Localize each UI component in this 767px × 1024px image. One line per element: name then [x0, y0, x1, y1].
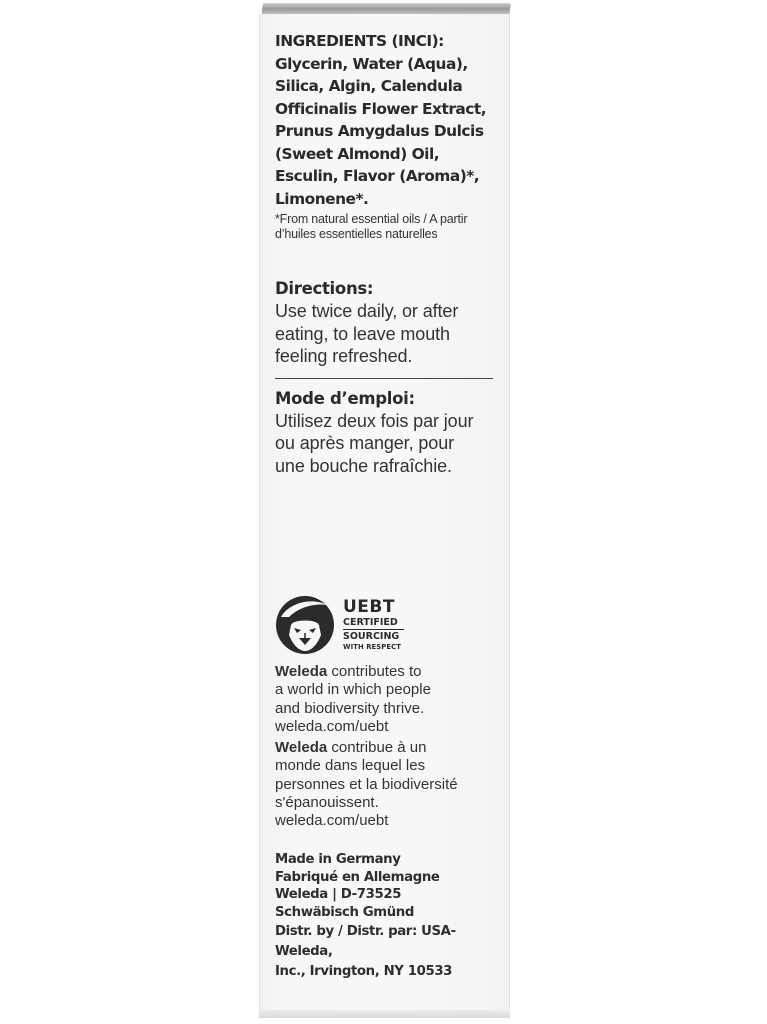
mode-emploi-heading: Mode d’emploi: — [275, 388, 415, 408]
commitment-french-brand: Weleda — [275, 739, 328, 756]
uebt-sourcing-label: SOURCING — [343, 631, 400, 642]
distributor-info: Distr. by / Distr. par: USA-Weleda, Inc., Irvington, NY 10533 — [275, 924, 456, 979]
commitment-french — [275, 739, 500, 830]
uebt-respect-label: WITH RESPECT — [343, 643, 401, 651]
directions-heading: Directions: — [275, 279, 374, 298]
box-bottom-edge — [259, 1010, 510, 1018]
ingredients-list: INGREDIENTS (INCI): Glycerin, Water (Aqua), Silica, Algin, Calendula Officinalis Flower Extract, Prunus Amygdalus Dulcis (Sweet Almond) Oil, Esculin, Flavor (Aroma)*, Limonene*. — [275, 32, 487, 208]
commitment-french-text: contribue à un monde dans lequel les personnes et la biodiversité s'épanouissent. weleda.com/uebt — [275, 739, 458, 830]
directions-text: Use twice daily, or after eating, to leave mouth feeling refreshed. — [275, 301, 459, 366]
uebt-certified-label: CERTIFIED — [343, 617, 404, 630]
uebt-certification — [275, 595, 495, 655]
uebt-title: UEBT — [343, 597, 395, 617]
ingredients-section — [275, 30, 497, 477]
ingredients-footnote: *From natural essential oils / A partir d’huiles essentielles naturelles — [275, 212, 468, 241]
commitment-english-brand: Weleda — [275, 663, 328, 680]
commitment-english — [275, 663, 500, 736]
made-in-info: Made in Germany Fabriqué en Allemagne Weleda | D-73525 Schwäbisch Gmünd — [275, 852, 440, 920]
mode-emploi-text: Utilisez deux fois par jour ou après manger, pour une bouche rafraîchie. — [275, 410, 474, 476]
uebt-lion-leaf-icon — [275, 595, 335, 655]
commitment-english-text: contributes to a world in which people and biodiversity thrive. weleda.com/uebt — [275, 663, 431, 735]
